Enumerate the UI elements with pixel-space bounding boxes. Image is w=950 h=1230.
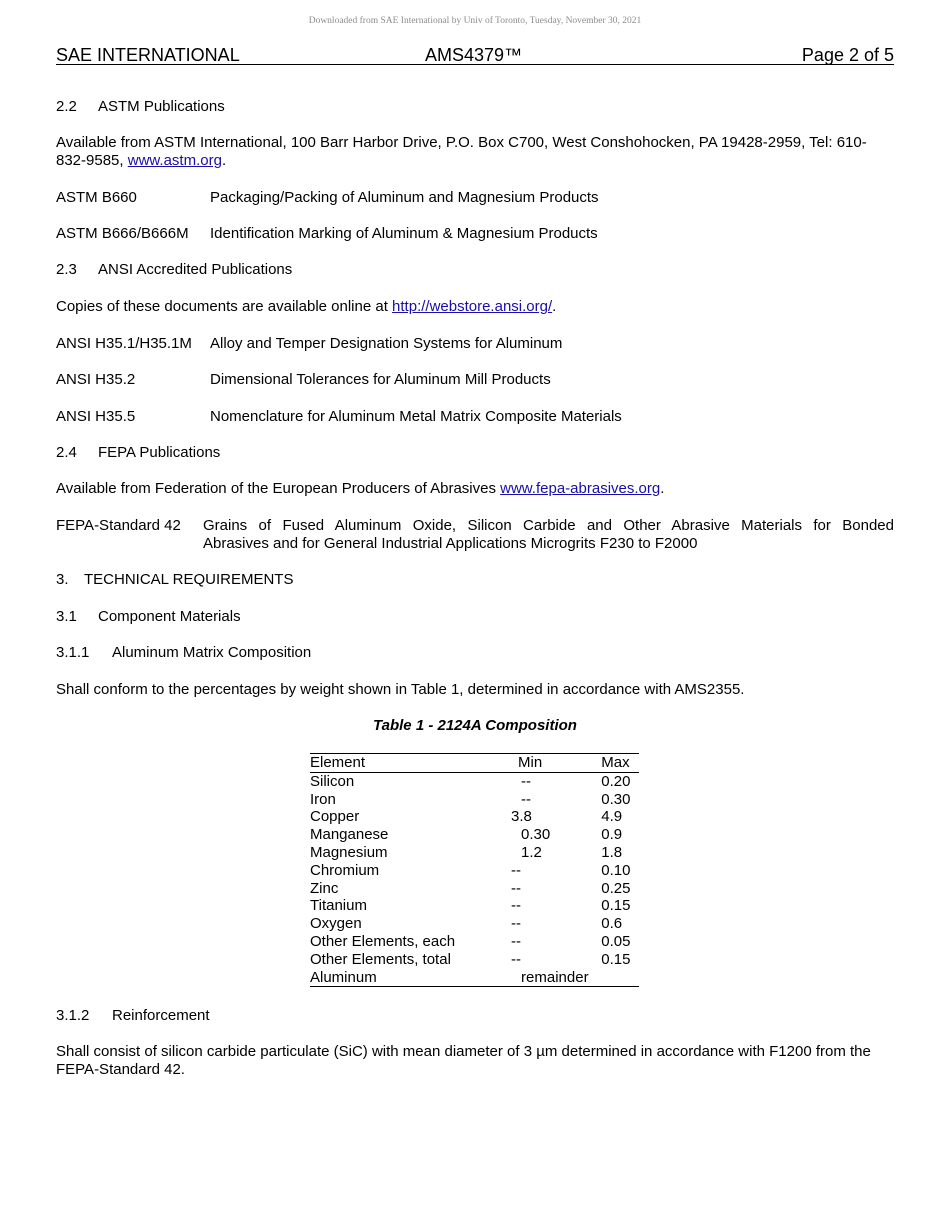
- table-row: Other Elements, each -- 0.05: [310, 932, 631, 950]
- section-3-1-1-heading: [56, 644, 311, 662]
- table-row: Other Elements, total -- 0.15: [310, 950, 631, 968]
- section-2-3-text: Copies of these documents are available online at http://webstore.ansi.org/.: [56, 298, 557, 315]
- download-watermark: Downloaded from SAE International by Univ of Toronto, Tuesday, November 30, 2021: [308, 16, 642, 26]
- table-row: Copper 3.8 4.9: [310, 808, 623, 826]
- astm-link[interactable]: www.astm.org: [127, 152, 222, 169]
- table-row: Titanium -- 0.15: [310, 897, 631, 915]
- column-header-element: Element: [310, 754, 366, 771]
- section-number: 3.1.2: [56, 1007, 90, 1024]
- table-body: [310, 772, 639, 987]
- section-title: Aluminum Matrix Composition: [112, 644, 312, 661]
- table-row: Magnesium 1.2 1.8: [310, 843, 623, 861]
- ref-title: Dimensional Tolerances for Aluminum Mill Products: [210, 371, 551, 388]
- section-number: 2.2: [56, 98, 77, 115]
- ansi-webstore-link[interactable]: http://webstore.ansi.org/: [392, 298, 553, 315]
- table-row: Iron -- 0.30: [310, 790, 631, 808]
- table-row-aluminum: Aluminum remainder: [310, 969, 639, 987]
- section-title: TECHNICAL REQUIREMENTS: [84, 571, 294, 588]
- ref-title: Nomenclature for Aluminum Metal Matrix Composite Materials: [210, 408, 622, 425]
- table-header-row: [310, 754, 639, 773]
- ref-code: ASTM B666/B666M: [56, 225, 189, 242]
- ref-code: ANSI H35.2: [56, 371, 136, 388]
- section-title: FEPA Publications: [98, 444, 221, 461]
- table-row: Oxygen -- 0.6: [310, 915, 623, 933]
- ref-title-line-1: Grains of Fused Aluminum Oxide, Silicon Carbide and Other Abrasive Materials for Bonded: [203, 517, 894, 534]
- section-3-1-2-heading: [56, 1007, 210, 1025]
- section-title: Component Materials: [98, 608, 241, 625]
- table-1-title: Table 1 - 2124A Composition: [373, 717, 577, 734]
- section-title: ANSI Accredited Publications: [98, 261, 293, 278]
- ref-title: Identification Marking of Aluminum & Magnesium Products: [210, 225, 598, 242]
- ref-title: Packaging/Packing of Aluminum and Magnesium Products: [210, 189, 599, 206]
- table-row: Silicon -- 0.20: [310, 772, 631, 790]
- fepa-link[interactable]: www.fepa-abrasives.org: [500, 480, 661, 497]
- ref-title-line-2: Abrasives and for General Industrial Applications Microgrits F230 to F2000: [203, 535, 698, 552]
- section-2-3-heading: [56, 261, 292, 279]
- section-2-4-text: Available from Federation of the European Producers of Abrasives www.fepa-abrasives.org.: [56, 480, 665, 497]
- table-row: Manganese 0.30 0.9: [310, 826, 623, 844]
- section-number: 3.: [56, 571, 69, 588]
- ref-code: ASTM B660: [56, 189, 137, 206]
- section-2-4-heading: [56, 444, 220, 462]
- section-3-heading: [56, 571, 293, 589]
- ref-code: ANSI H35.5: [56, 408, 136, 425]
- header-page-number: Page 2 of 5: [801, 45, 894, 65]
- section-2-2-heading: [56, 98, 225, 116]
- column-header-max: Max: [601, 754, 630, 771]
- header-doc-number: AMS4379™: [425, 45, 523, 65]
- section-title: Reinforcement: [112, 1007, 210, 1024]
- section-number: 2.3: [56, 261, 77, 278]
- ref-code: FEPA-Standard 42: [56, 517, 181, 534]
- section-3-1-1-text: Shall conform to the percentages by weight shown in Table 1, determined in accordance with AMS2355.: [56, 681, 745, 698]
- section-number: 3.1: [56, 608, 77, 625]
- section-number: 3.1.1: [56, 644, 90, 661]
- ref-title: Alloy and Temper Designation Systems for Aluminum: [210, 335, 563, 352]
- ref-code: ANSI H35.1/H35.1M: [56, 335, 192, 352]
- section-2-2-text: Available from ASTM International, 100 Barr Harbor Drive, P.O. Box C700, West Conshohocken, PA 19428-2959, Tel: 610-832-9585, www.astm.org.: [56, 134, 867, 169]
- table-row: Zinc -- 0.25: [310, 879, 631, 897]
- composition-table: [310, 753, 639, 987]
- header-org: SAE INTERNATIONAL: [56, 45, 240, 65]
- section-3-1-2-text: Shall consist of silicon carbide particulate (SiC) with mean diameter of 3 µm determined in accordance with F1200 from the FEPA-Standard 42.: [56, 1043, 871, 1078]
- section-number: 2.4: [56, 444, 77, 461]
- section-3-1-heading: [56, 608, 241, 626]
- table-row: Chromium -- 0.10: [310, 861, 631, 879]
- column-header-min: Min: [518, 754, 543, 771]
- section-title: ASTM Publications: [98, 98, 225, 115]
- header-rule: [56, 64, 894, 65]
